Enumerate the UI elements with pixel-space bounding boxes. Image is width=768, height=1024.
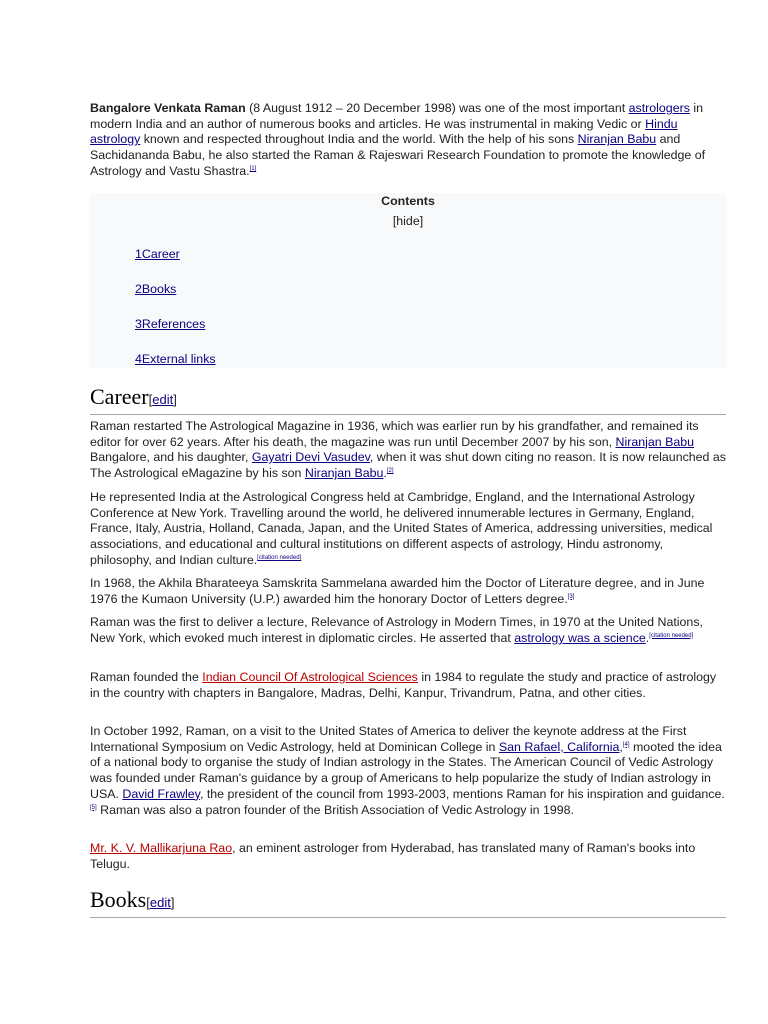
- career-paragraph-6: [90, 724, 726, 818]
- table-of-contents: [90, 193, 726, 368]
- edit-link-books[interactable]: edit: [149, 895, 171, 910]
- para-text: , when it was shut down citing no reason. It is now relaunched as The Astrological eMagazine by his son: [90, 450, 726, 481]
- career-paragraph-5: [90, 670, 726, 701]
- reference-2[interactable]: [2]: [386, 468, 394, 475]
- intro-paragraph: [90, 101, 726, 180]
- link-icas[interactable]: Indian Council Of Astrological Sciences: [202, 670, 418, 684]
- toc-number: 4: [135, 352, 142, 366]
- para-text: ,: [619, 739, 623, 754]
- citation-needed[interactable]: [citation needed]: [649, 632, 694, 639]
- intro-text: in modern India and an author of numerous books and articles. He was instrumental in making Vedic or: [90, 101, 703, 131]
- bracket: [: [148, 392, 153, 407]
- toc-item-references[interactable]: [135, 317, 205, 331]
- toc-hide-toggle[interactable]: [hide]: [392, 214, 424, 228]
- bracket: ]: [173, 392, 177, 407]
- career-paragraph-2: [90, 490, 726, 569]
- link-niranjan-babu[interactable]: Niranjan Babu: [304, 466, 384, 481]
- link-david-frawley[interactable]: David Frawley: [122, 786, 200, 801]
- para-text: .: [383, 466, 387, 481]
- career-paragraph-1: [90, 419, 726, 482]
- reference-4[interactable]: [4]: [622, 741, 630, 748]
- link-mallikarjuna-rao[interactable]: Mr. K. V. Mallikarjuna Rao: [90, 841, 233, 855]
- para-text: Bangalore, and his daughter,: [90, 450, 252, 465]
- career-paragraph-3: [90, 576, 726, 607]
- citation-needed[interactable]: [citation needed]: [257, 554, 302, 561]
- toc-item-books[interactable]: [135, 282, 176, 296]
- para-text: He represented India at the Astrological Congress held at Cambridge, England, and the International Astrology Conference at New York. Travelling around the world, he delivered innumerable lectures in Germany, England, France, Italy, Austria, Holland, Canada, Japan, and the United States of America, addressing universities, medical associations, and educational and cultural institutions on different aspects of astrology, Hindu astronomy, philosophy, and Indian culture.: [90, 490, 713, 567]
- link-niranjan-babu[interactable]: Niranjan Babu: [577, 132, 657, 147]
- toc-item-career[interactable]: [135, 247, 180, 261]
- toc-label: External links: [141, 352, 216, 366]
- reference-5[interactable]: [5]: [90, 804, 97, 811]
- para-text: Raman was the first to deliver a lecture, Relevance of Astrology in Modern Times, in 1970 at the United Nations, New York, which evoked much interest in diplomatic circles. He asserted that: [90, 615, 703, 645]
- heading-text: Books: [90, 887, 147, 912]
- edit-link-career[interactable]: edit: [152, 392, 174, 407]
- link-niranjan-babu[interactable]: Niranjan Babu: [615, 434, 695, 449]
- para-text: mooted the idea of a national body to organise the study of Indian astrology in the States. The American Council of Vedic Astrology was founded under Raman's guidance by a group of Americans to help popularize the study of Indian astrology in USA.: [90, 739, 722, 801]
- section-heading-career: [90, 384, 726, 415]
- para-text: In October 1992, Raman, on a visit to the United States of America to deliver the keynote address at the First International Symposium on Vedic Astrology, held at Dominican College in: [90, 724, 687, 754]
- intro-text: and Sachidananda Babu, he also started the Raman & Rajeswari Research Foundation to promote the knowledge of Astrology and Vastu Shastra.: [90, 132, 706, 178]
- toc-item-external-links[interactable]: [135, 352, 216, 366]
- toc-number: 1: [135, 247, 142, 261]
- toc-number: 3: [135, 317, 142, 331]
- reference-3[interactable]: [3]: [567, 593, 575, 600]
- para-text: Raman restarted The Astrological Magazine in 1936, which was earlier run by his grandfather, and remained its editor for over 62 years. After his death, the magazine was run until December 2007 by his son,: [90, 419, 699, 449]
- section-heading-books: [90, 887, 726, 918]
- link-hindu-astrology[interactable]: Hindu astrology: [90, 116, 678, 147]
- toc-label: References: [141, 317, 206, 331]
- career-paragraph-7: [90, 841, 726, 872]
- link-san-rafael[interactable]: San Rafael, California: [498, 739, 620, 754]
- para-text: Raman was also a patron founder of the British Association of Vedic Astrology in 1998.: [96, 802, 574, 817]
- intro-text: (8 August 1912 – 20 December 1998) was one of the most important: [245, 101, 629, 115]
- para-text: Raman founded the: [90, 670, 203, 684]
- intro-text: known and respected throughout India and the world. With the help of his sons: [140, 132, 578, 147]
- link-gayatri-devi-vasudev[interactable]: Gayatri Devi Vasudev: [251, 450, 370, 465]
- toc-label: Books: [141, 282, 177, 296]
- para-text: In 1968, the Akhila Bharateeya Samskrita Sammelana awarded him the Doctor of Literature degree, and in June 1976 the Kumaon University (U.P.) awarded him the honorary Doctor of Letters degree.: [90, 576, 705, 606]
- toc-label: Career: [141, 247, 180, 261]
- article-subject: Bangalore Venkata Raman: [90, 101, 246, 115]
- career-paragraph-4: [90, 615, 726, 646]
- reference-1[interactable]: [1]: [249, 165, 257, 172]
- para-text: , an eminent astrologer from Hyderabad, has translated many of Raman's books into Telugu.: [90, 841, 696, 871]
- link-astrology-science[interactable]: astrology was a science: [514, 630, 646, 645]
- bracket: [: [146, 895, 150, 910]
- edit-section: [149, 392, 177, 407]
- edit-section: [146, 895, 174, 910]
- bracket: ]: [170, 895, 175, 910]
- link-astrologers[interactable]: astrologers: [628, 101, 690, 115]
- toc-title: Contents: [381, 194, 435, 208]
- toc-number: 2: [135, 282, 142, 296]
- para-text: .: [645, 630, 650, 645]
- heading-text: Career: [90, 384, 149, 409]
- para-text: in 1984 to regulate the study and practice of astrology in the country with chapters in Bangalore, Madras, Delhi, Kanpur, Trivandrum, Patna, and other cities.: [90, 670, 717, 700]
- para-text: , the president of the council from 1993-2003, mentions Raman for his inspiration and guidance.: [199, 786, 725, 801]
